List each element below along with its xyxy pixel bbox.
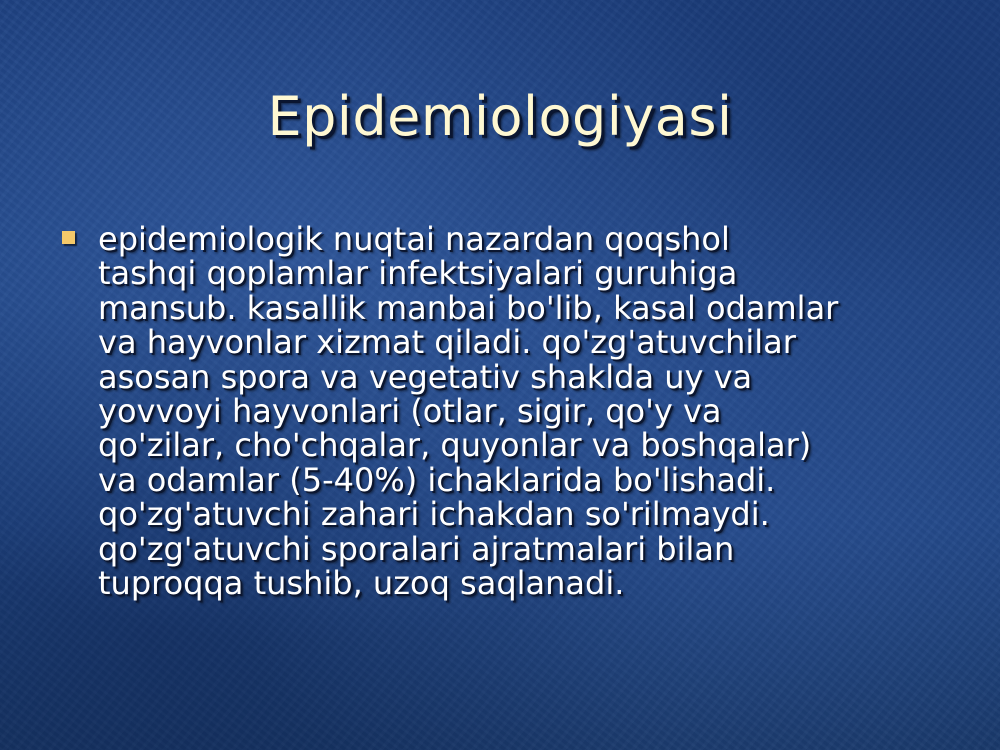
bullet-line: mansub. kasallik manbai bo'lib, kasal odamlar bbox=[98, 288, 839, 327]
bullet-line: qo'zg'atuvchi zahari ichakdan so'rilmaydi. bbox=[98, 495, 770, 534]
slide-title: Epidemiologiyasi bbox=[267, 85, 733, 148]
bullet-text bbox=[98, 220, 960, 603]
bullet-line: qo'zg'atuvchi sporalari ajratmalari bilan bbox=[98, 529, 735, 568]
bullet-line: tuproqqa tushib, uzoq saqlanadi. bbox=[98, 564, 625, 603]
bullet-line: tashqi qoplamlar infektsiyalari guruhiga bbox=[98, 254, 738, 293]
bullet-line: asosan spora va vegetativ shaklda uy va bbox=[98, 357, 753, 396]
bullet-line: va hayvonlar xizmat qiladi. qo'zg'atuvchilar bbox=[98, 323, 796, 362]
bullet-line: va odamlar (5-40%) ichaklarida bo'lishadi. bbox=[98, 460, 776, 499]
bullet-line: qo'zilar, cho'chqalar, quyonlar va boshqalar) bbox=[98, 426, 812, 465]
bullet-line: yovvoyi hayvonlari (otlar, sigir, qo'y va bbox=[98, 392, 722, 431]
square-bullet-icon bbox=[62, 231, 75, 244]
bullet-line: epidemiologik nuqtai nazardan qoqshol bbox=[98, 220, 730, 258]
